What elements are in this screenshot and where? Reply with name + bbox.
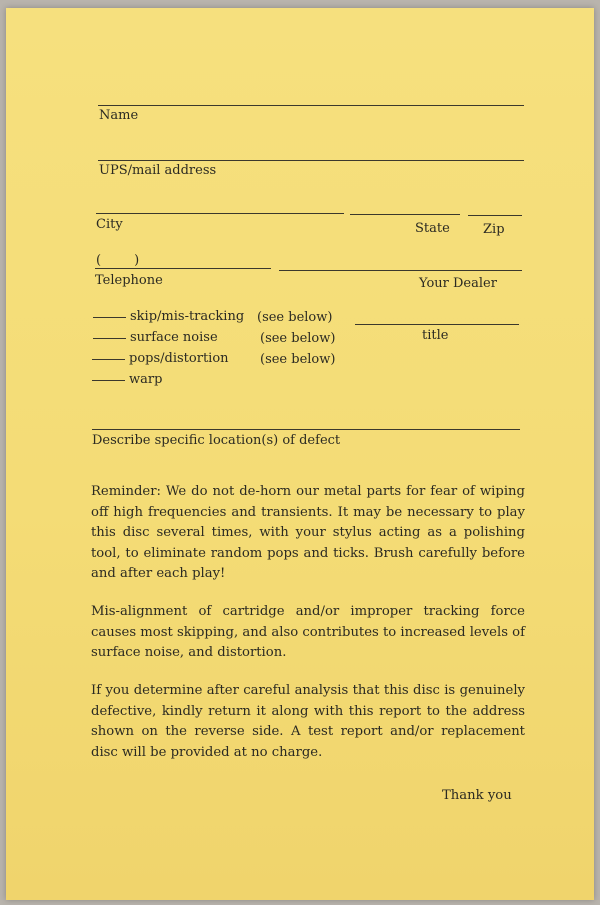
state-label: State xyxy=(415,221,450,236)
defect-label: pops/distortion xyxy=(129,351,229,366)
state-line[interactable] xyxy=(350,214,460,215)
telephone-label: Telephone xyxy=(95,273,163,288)
defect-label: warp xyxy=(129,372,163,387)
city-label: City xyxy=(96,217,123,232)
defect-label: surface noise xyxy=(130,330,218,345)
defect-checkbox-skip[interactable] xyxy=(93,309,244,325)
phone-area-parens: ( ) xyxy=(96,253,140,268)
defect-label: skip/mis-tracking xyxy=(130,309,245,324)
city-line[interactable] xyxy=(96,213,344,214)
check-blank[interactable] xyxy=(92,359,125,360)
dealer-label: Your Dealer xyxy=(419,276,497,291)
defect-note: (see below) xyxy=(260,352,336,367)
reminder-paragraph: Reminder: We do not de-horn our metal parts for fear of wiping off high frequencies and transients. It may be necessary to play this disc several times, with your stylus acting as a polishing tool, to eliminate random pops and ticks. Brush carefully before and after each play! xyxy=(91,484,525,581)
defect-checkbox-warp[interactable] xyxy=(92,372,162,388)
defect-checkbox-pops[interactable] xyxy=(92,351,229,367)
defect-note: (see below) xyxy=(257,310,333,325)
location-label: Describe specific location(s) of defect xyxy=(92,433,341,448)
location-line[interactable] xyxy=(92,429,520,430)
check-blank[interactable] xyxy=(93,317,126,318)
check-blank[interactable] xyxy=(93,338,126,339)
thank-you: Thank you xyxy=(442,788,512,803)
address-line[interactable] xyxy=(98,160,524,161)
title-line[interactable] xyxy=(355,324,519,325)
zip-label: Zip xyxy=(483,222,505,237)
return-paragraph: If you determine after careful analysis that this disc is genuinely defective, kindly return it along with this report to the address shown on the reverse side. A test report and/or replacement disc will be provided at no charge. xyxy=(91,683,525,760)
telephone-line[interactable] xyxy=(95,268,271,269)
zip-line[interactable] xyxy=(468,215,522,216)
name-line[interactable] xyxy=(98,105,524,106)
check-blank[interactable] xyxy=(92,380,125,381)
alignment-paragraph: Mis-alignment of cartridge and/or improper tracking force causes most skipping, and also contributes to increased levels of surface noise, and distortion. xyxy=(91,604,525,660)
defect-report-card xyxy=(6,8,594,900)
dealer-line[interactable] xyxy=(279,270,522,271)
name-label: Name xyxy=(99,108,139,123)
address-label: UPS/mail address xyxy=(99,163,217,178)
title-label: title xyxy=(422,328,449,343)
defect-note: (see below) xyxy=(260,331,336,346)
defect-checkbox-surface-noise[interactable] xyxy=(93,330,218,346)
